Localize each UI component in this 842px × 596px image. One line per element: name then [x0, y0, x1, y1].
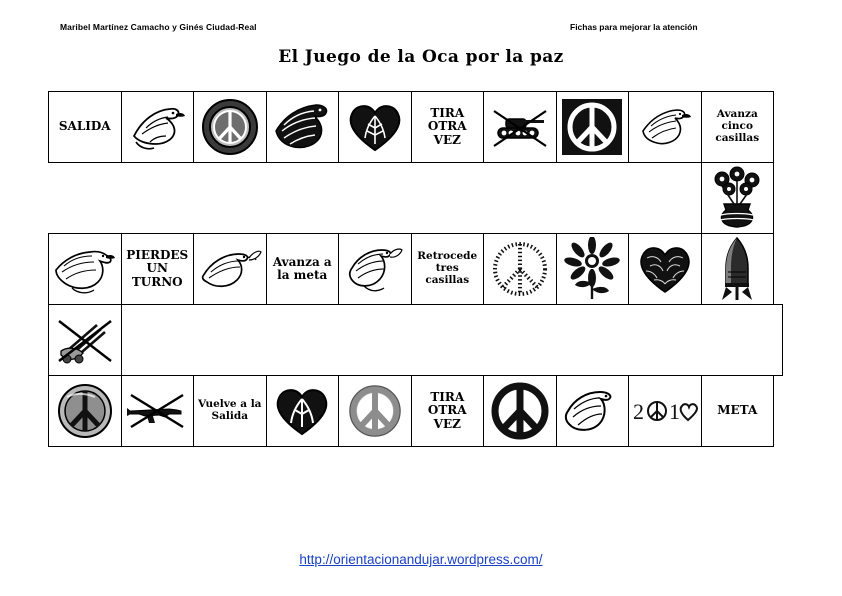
board-cell-heart[interactable]: [338, 91, 412, 163]
board-row-2: [48, 233, 783, 304]
spacer-blank: [121, 162, 195, 234]
cell-label: SALIDA: [58, 119, 111, 134]
board-cell-back-to-start[interactable]: [193, 375, 267, 447]
cell-label: META: [717, 403, 758, 418]
board-cell-heart-sketch[interactable]: [628, 233, 702, 305]
peace-medal-icon: [194, 92, 266, 162]
peace-black-icon: [484, 376, 556, 446]
board-cell-dove-branch-outline[interactable]: [338, 233, 412, 305]
board-cell-bomb[interactable]: [701, 233, 775, 305]
board-cell-dove-outline[interactable]: [48, 233, 122, 305]
no-missiles-icon: [49, 305, 121, 375]
board-cell-dove-olive[interactable]: [193, 233, 267, 305]
no-rifle-icon: [122, 376, 194, 446]
heart-icon: [339, 92, 411, 162]
board-cell-flower-vase[interactable]: [701, 162, 775, 234]
dove-branch-icon: [122, 92, 194, 162]
board-cell-no-tank[interactable]: [483, 91, 557, 163]
cell-label: Vuelve a la Salida: [198, 398, 262, 422]
board-cell-dove-outline2[interactable]: [556, 375, 630, 447]
peace-sign-inverted-icon: [557, 92, 629, 162]
heart-sketch-icon: [629, 234, 701, 304]
peace-gray-icon: [49, 376, 121, 446]
dove-flying-icon: [267, 92, 339, 162]
board-cell-peace-dotted[interactable]: [483, 233, 557, 305]
dove-olive-icon: [194, 234, 266, 304]
board-cell-advance-five[interactable]: [701, 91, 775, 163]
board-cell-peace-inverted[interactable]: [556, 91, 630, 163]
spacer-blank: [338, 162, 412, 234]
cell-label: PIERDES UN TURNO: [126, 247, 189, 289]
board-cell-no-rifle[interactable]: [121, 375, 195, 447]
game-board: [48, 91, 783, 446]
dove-branch-outline-icon: [339, 234, 411, 304]
board-cell-dove-small[interactable]: [628, 91, 702, 163]
bomb-icon: [702, 234, 774, 304]
cell-label: Retrocede tres casillas: [417, 250, 478, 286]
cell-label: TIRA OTRA VEZ: [427, 389, 467, 431]
board-cell-dove-branch[interactable]: [121, 91, 195, 163]
board-spacer-row-1: [48, 162, 783, 233]
dove-small-icon: [629, 92, 701, 162]
peace-gray-ring-icon: [339, 376, 411, 446]
flower-icon: [557, 234, 629, 304]
header-subject: Fichas para mejorar la atención: [570, 22, 698, 32]
spacer-blank: [628, 162, 702, 234]
board-cell-back-three[interactable]: [411, 233, 485, 305]
board-cell-peace-black[interactable]: [483, 375, 557, 447]
board-cell-peace-gray[interactable]: [48, 375, 122, 447]
cell-label: TIRA OTRA VEZ: [427, 105, 467, 147]
board-cell-no-missiles[interactable]: [48, 304, 122, 376]
dove-outline2-icon: [557, 376, 629, 446]
no-tank-icon: [484, 92, 556, 162]
heart-bold-icon: [267, 376, 339, 446]
spacer-blank: [483, 162, 557, 234]
board-cell-advance-goal[interactable]: [266, 233, 340, 305]
board-cell-roll-again-2[interactable]: [411, 375, 485, 447]
svg-text:1: 1: [668, 399, 680, 424]
page-title: El Juego de la Oca por la paz: [278, 47, 564, 67]
dove-outline-icon: [49, 234, 121, 304]
cell-label: Avanza cinco casillas: [715, 108, 760, 144]
board-cell-heart-bold[interactable]: [266, 375, 340, 447]
board-cell-flower[interactable]: [556, 233, 630, 305]
spacer-blank: [556, 162, 630, 234]
board-cell-year-peace-heart[interactable]: [628, 375, 702, 447]
board-cell-roll-again-1[interactable]: [411, 91, 485, 163]
peace-dotted-icon: [484, 234, 556, 304]
board-cell-start[interactable]: [48, 91, 122, 163]
board-row-1: [48, 91, 783, 162]
board-cell-dove-flying[interactable]: [266, 91, 340, 163]
board-spacer-row-2: [48, 304, 783, 375]
flower-vase-icon: [702, 163, 774, 233]
board-blank-strip: [121, 304, 783, 376]
year-peace-heart-icon: [629, 376, 701, 446]
board-row-3: [48, 375, 783, 446]
document-header: [0, 22, 842, 38]
board-cell-peace-gray-ring[interactable]: [338, 375, 412, 447]
spacer-blank: [48, 162, 122, 234]
board-cell-peace-medal[interactable]: [193, 91, 267, 163]
source-link[interactable]: http://orientacionandujar.wordpress.com/: [299, 552, 543, 567]
board-cell-goal[interactable]: [701, 375, 775, 447]
spacer-blank: [266, 162, 340, 234]
spacer-blank: [411, 162, 485, 234]
board-cell-lose-turn[interactable]: [121, 233, 195, 305]
svg-text:2: 2: [632, 399, 644, 424]
cell-label: Avanza a la meta: [272, 254, 332, 282]
spacer-blank: [193, 162, 267, 234]
header-authors: Maribel Martínez Camacho y Ginés Ciudad-Real: [60, 22, 257, 32]
